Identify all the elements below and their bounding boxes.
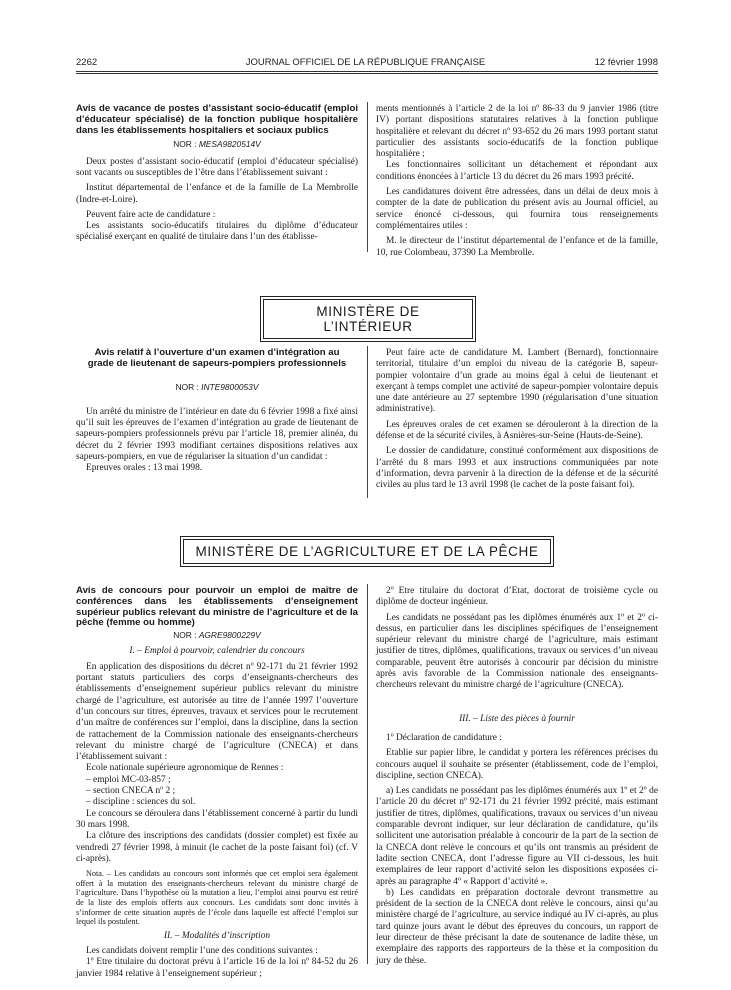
section-heading: I. – Emploi à pourvoir, calendrier du concours	[129, 646, 305, 657]
paragraph: Le dossier de candidature, constitué conformément aux dispositions de l’arrêté du 8 mars 1993 et aux instructions communiquées par note d’information, devra parvenir à la direction de la défense et de la sécurité civiles au plus tard le 13 avril 1998 (le cachet de la poste faisant foi).	[376, 446, 658, 491]
section1-right	[376, 104, 658, 259]
paragraph: Les fonctionnaires sollicitant un détachement et répondant aux conditions énoncées à l’article 13 du décret du 26 mars 1993 précité.	[376, 160, 658, 182]
header-rule-2	[76, 73, 658, 74]
ministry-interieur-title: MINISTÈRE DE L’INTÉRIEUR	[263, 299, 473, 339]
paragraph: 2º Etre titulaire du doctorat d’Etat, doctorat de troisième cycle ou diplôme de docteur ingénieur.	[376, 586, 658, 608]
paragraph: b) Les candidats en préparation doctorale devront transmettre au président de la section de la CNECA dont relève le concours, ainsi qu’au ministère chargé de l’agriculture, au service indiqué au IV ci-après, au plus tard quinze jours avant le début des épreuves du concours, un rapport de leur directeur de thèse précisant la date de soutenance de ladite thèse, un exemplaire des rapports des rapporteurs de la thèse et la composition du jury de thèse.	[376, 887, 658, 966]
paragraph: Les candidats ne possédant pas les diplômes énumérés aux 1º et 2º ci-dessus, en particulier dans les disciplines spécifiques de l’enseignement supérieur relevant du ministre chargé de l’agriculture, mais estimant justifier de titres, diplômes, qualifications, travaux ou services d’un niveau comparable, peuvent être autorisés à concourir par décision du ministre après avis favorable de la Commission nationale des enseignants-chercheurs relevant du ministre chargé de l’agriculture (CNECA).	[376, 612, 658, 691]
paragraph: Epreuves orales : 13 mai 1998.	[86, 463, 203, 474]
section1-nor: NOR : MESA9820514V	[173, 139, 261, 150]
ministry-agriculture-title: MINISTÈRE DE L’AGRICULTURE ET DE LA PÊCHE	[183, 539, 551, 564]
section-heading: II. – Modalités d’inscription	[163, 930, 271, 941]
paragraph: Peuvent faire acte de candidature :	[86, 209, 216, 220]
paragraph: M. le directeur de l’institut départemental de l’enfance et de la famille, 10, rue Colombeau, 37390 La Membrolle.	[376, 236, 658, 258]
section2-right	[376, 348, 658, 492]
column-divider	[367, 584, 368, 964]
page-number: 2262	[76, 57, 98, 68]
paragraph: Etablie sur papier libre, le candidat y portera les références précises du concours auquel il souhaite se présenter (établissement, code de l’emploi, discipline, section CNECA).	[376, 748, 658, 781]
paragraph: 1º Etre titulaire du doctorat prévu à l’article 16 de la loi nº 84-52 du 26 janvier 1984 relative à l’enseignement supérieur ;	[76, 957, 358, 979]
section2-title: Avis relatif à l’ouverture d’un examen d’intégration au grade de lieutenant de sapeurs-pompiers professionnels	[87, 347, 347, 369]
paragraph: Un arrêté du ministre de l’intérieur en date du 6 février 1998 a fixé ainsi qu’il suit les épreuves de l’examen d’intégration au grade de lieutenant de sapeurs-pompiers professionnels prévu par l’article 18, premier alinéa, du décret du 2 février 1993 modifiant certaines dispositions relatives aux sapeurs-pompiers, en vue de régulariser la situation d’un candidat :	[76, 406, 358, 463]
paragraph: ments mentionnés à l’article 2 de la loi nº 86-33 du 9 janvier 1986 (titre IV) portant dispositions statutaires relatives à la fonction publique hospitalière et relevant du décret nº 93-652 du 26 mars 1993 portant statut particulier des assistants socio-éducatifs de la fonction publique hospitalière ;	[376, 104, 658, 160]
section2-left	[76, 348, 358, 475]
header-rule	[76, 71, 658, 72]
ministry-interieur-box	[260, 296, 476, 342]
issue-date: 12 février 1998	[594, 57, 658, 68]
paragraph: Peut faire acte de candidature M. Lambert (Bernard), fonctionnaire territorial, titulaire d’un emploi du niveau de la catégorie B, sapeur-pompier volontaire d’un grade au moins égal à celui de lieutenant et exerçant à temps complet une activité de sapeur-pompier volontaire depuis une date antérieure au 27 septembre 1990 (régularisation d’une situation administrative).	[376, 348, 658, 415]
journal-title: JOURNAL OFFICIEL DE LA RÉPUBLIQUE FRANÇAISE	[245, 57, 486, 68]
list-item: – discipline : sciences du sol.	[86, 797, 196, 808]
section3-nor: NOR : AGRE9800229V	[173, 630, 261, 641]
paragraph: Institut départemental de l’enfance et de la famille de La Membrolle (Indre-et-Loire).	[76, 183, 358, 205]
paragraph: a) Les candidats ne possédant pas les diplômes énumérés aux 1º et 2º de l’article 20 du décret nº 92-171 du 21 février 1992 précité, mais estimant justifier de titres, diplômes, qualifications, travaux ou services d’un niveau comparable devront indiquer, sur leur déclaration de candidature, qu’ils sollicitent une autorisation préalable à concourir de la part de la section de la CNECA dont relève le concours et qu’ils ont transmis au président de ladite section CNECA, dont l’adresse figure au VII ci-dessous, les huit exemplaires de leur rapport d’activité selon les dispositions exposées ci-après au paragraphe 4º « Rapport d’activité ».	[376, 786, 658, 887]
paragraph: Les épreuves orales de cet examen se dérouleront à la direction de la défense et de la sécurité civiles, à Asnières-sur-Seine (Hauts-de-Seine).	[376, 419, 658, 442]
column-divider	[367, 346, 368, 498]
section2-nor: NOR : INTE9800053V	[175, 381, 259, 392]
section3-right	[376, 586, 658, 967]
paragraph: En application des dispositions du décret nº 92-171 du 21 février 1992 portant statuts particuliers des corps d’enseignants-chercheurs des établissements d’enseignement supérieur publics relevant du ministre chargé de l’agriculture, est autorisée au titre de l’année 1997 l’ouverture d’un concours sur titres, épreuves, travaux et services pour le recrutement d’un maître de conférences sur l’emploi, dans la discipline, dans la section de rattachement de la Commission nationale des enseignants-chercheurs relevant du ministre chargé de l’agriculture (CNECA) et dans l’établissement suivant :	[76, 661, 358, 763]
list-item: – section CNECA nº 2 ;	[86, 786, 176, 797]
section3-left	[76, 586, 358, 980]
paragraph: 1º Déclaration de candidature :	[386, 732, 502, 743]
paragraph: Deux postes d’assistant socio-éducatif (emploi d’éducateur spécialisé) sont vacants ou susceptibles de l’être dans l’établissement suivant :	[76, 156, 358, 178]
section3-title: Avis de concours pour pourvoir un emploi de maître de conférences dans les établissements d’enseignement supérieur publics relevant du ministre de l’agriculture et de la pêche (femme ou homme)	[76, 585, 358, 629]
paragraph: Ecole nationale supérieure agronomique de Rennes :	[86, 763, 284, 774]
ministry-agriculture-box	[180, 536, 554, 567]
paragraph: Les candidatures doivent être adressées, dans un délai de deux mois à compter de la date de publication du présent avis au Journal officiel, au service énoncé ci-dessous, qui fournira tous renseignements complémentaires utiles :	[376, 187, 658, 231]
paragraph: Le concours se déroulera dans l’établissement concerné à partir du lundi 30 mars 1998.	[76, 808, 358, 830]
list-item: – emploi MC-03-857 ;	[86, 774, 171, 785]
section1-title: Avis de vacance de postes d’assistant socio-éducatif (emploi d’éducateur spécialisé) de la fonction publique hospitalière dans les établissements hospitaliers et sociaux publics	[76, 103, 358, 136]
paragraph: Les candidats doivent remplir l’une des conditions suivantes :	[86, 945, 318, 956]
paragraph: Les assistants socio-éducatifs titulaires du diplôme d’éducateur spécialisé exerçant en qualité de titulaire dans l’un des établisse-	[76, 221, 358, 243]
paragraph: La clôture des inscriptions des candidats (dossier complet) est fixée au vendredi 27 février 1998, à minuit (le cachet de la poste faisant foi) (cf. V ci-après).	[76, 831, 358, 864]
section-heading: III. – Liste des pièces à fournir	[459, 713, 575, 724]
nota: Nota. – Les candidats au concours sont informés que cet emploi sera également offert à la mutation des enseignants-chercheurs relevant du ministre chargé de l’agriculture. Dans l’hypothèse où la mutation a lieu, l’emploi ainsi pourvu est retiré de la liste des emplois offerts aux concours. Les candidats sont donc invités à s’informer de cette situation auprès de l’école dans laquelle est affecté l’emploi sur lequel ils postulent.	[76, 869, 358, 927]
column-divider	[367, 102, 368, 252]
section1-left	[76, 104, 358, 244]
